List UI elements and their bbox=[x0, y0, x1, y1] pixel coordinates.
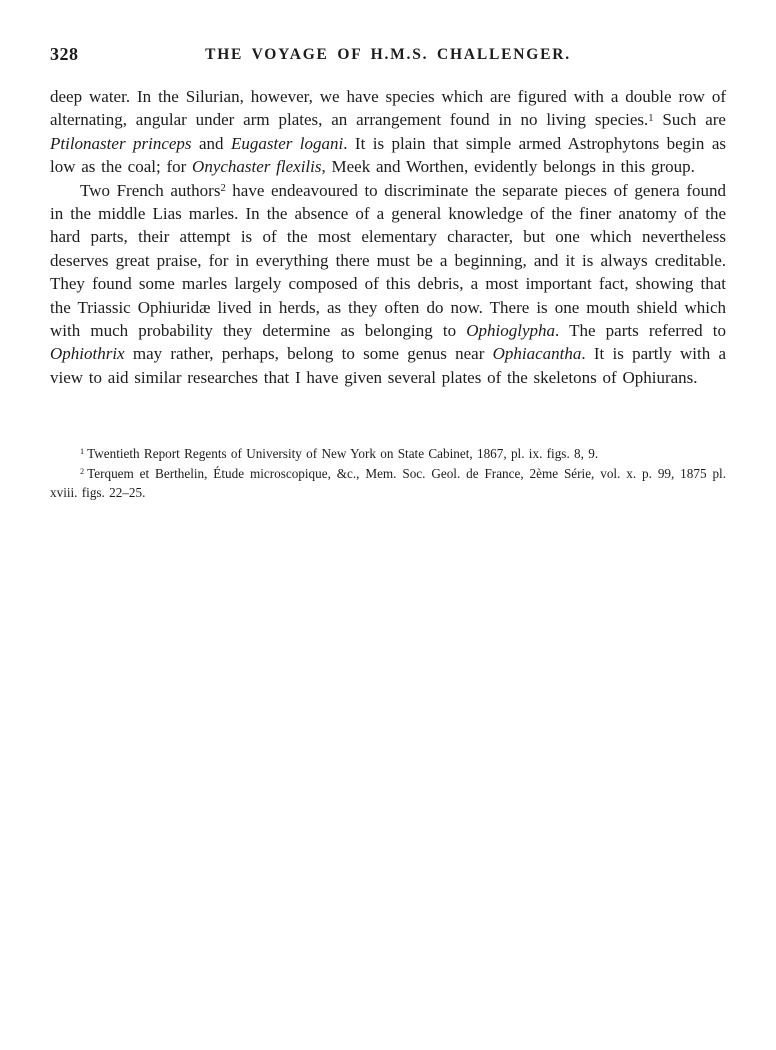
running-title: THE VOYAGE OF H.M.S. CHALLENGER. bbox=[205, 46, 571, 63]
footnotes bbox=[50, 444, 726, 503]
running-head bbox=[50, 44, 726, 66]
footnote-1-marker: 1 bbox=[80, 447, 85, 457]
footnote-1-text: Twentieth Report Regents of University of New York on State Cabinet, 1867, pl. ix. figs. 8, 9. bbox=[87, 446, 599, 461]
page-number: 328 bbox=[50, 44, 79, 64]
paragraph-two-french-authors: Two French authors$^2$ have endeavoured to discriminate the separate pieces of genera found in the middle Lias marles. In the absence of a general knowledge of the finer anatomy of the hard parts, their attempt is of the most elementary character, but one which nevertheless deserves great praise, for in everything there must be a beginning, and it is always creditable. They found some marles largely composed of this debris, a most important fact, showing that the Triassic Ophiuridæ lived in herds, as they often do now. There is one mouth shield which with much probability they determine as belonging to Ophioglypha. The parts referred to Ophiothrix may rather, perhaps, belong to some genus near Ophiacantha. It is partly with a view to aid similar researches that I have given several plates of the skeletons of Ophiurans. bbox=[50, 180, 726, 387]
footnote-2-marker: 2 bbox=[80, 466, 85, 476]
footnote-2-text: Terquem et Berthelin, Étude microscopique, &c., Mem. Soc. Geol. de France, 2ème Série, vol. x. p. 99, 1875 pl. xviii. figs. 22–25. bbox=[50, 465, 726, 500]
footnote-2 bbox=[50, 464, 726, 503]
body-text bbox=[50, 85, 726, 389]
paragraph-continuation: deep water. In the Silurian, however, we have species which are figured with a double row of alternating, angular under arm plates, an arrangement found in no living species.$^1$ Such are Ptilonaster princeps and Eugaster logani. It is plain that simple armed Astrophytons begin as low as the coal; for Onychaster flexilis, Meek and Worthen, evidently belongs in this group. bbox=[50, 87, 726, 177]
footnote-1 bbox=[50, 444, 726, 464]
